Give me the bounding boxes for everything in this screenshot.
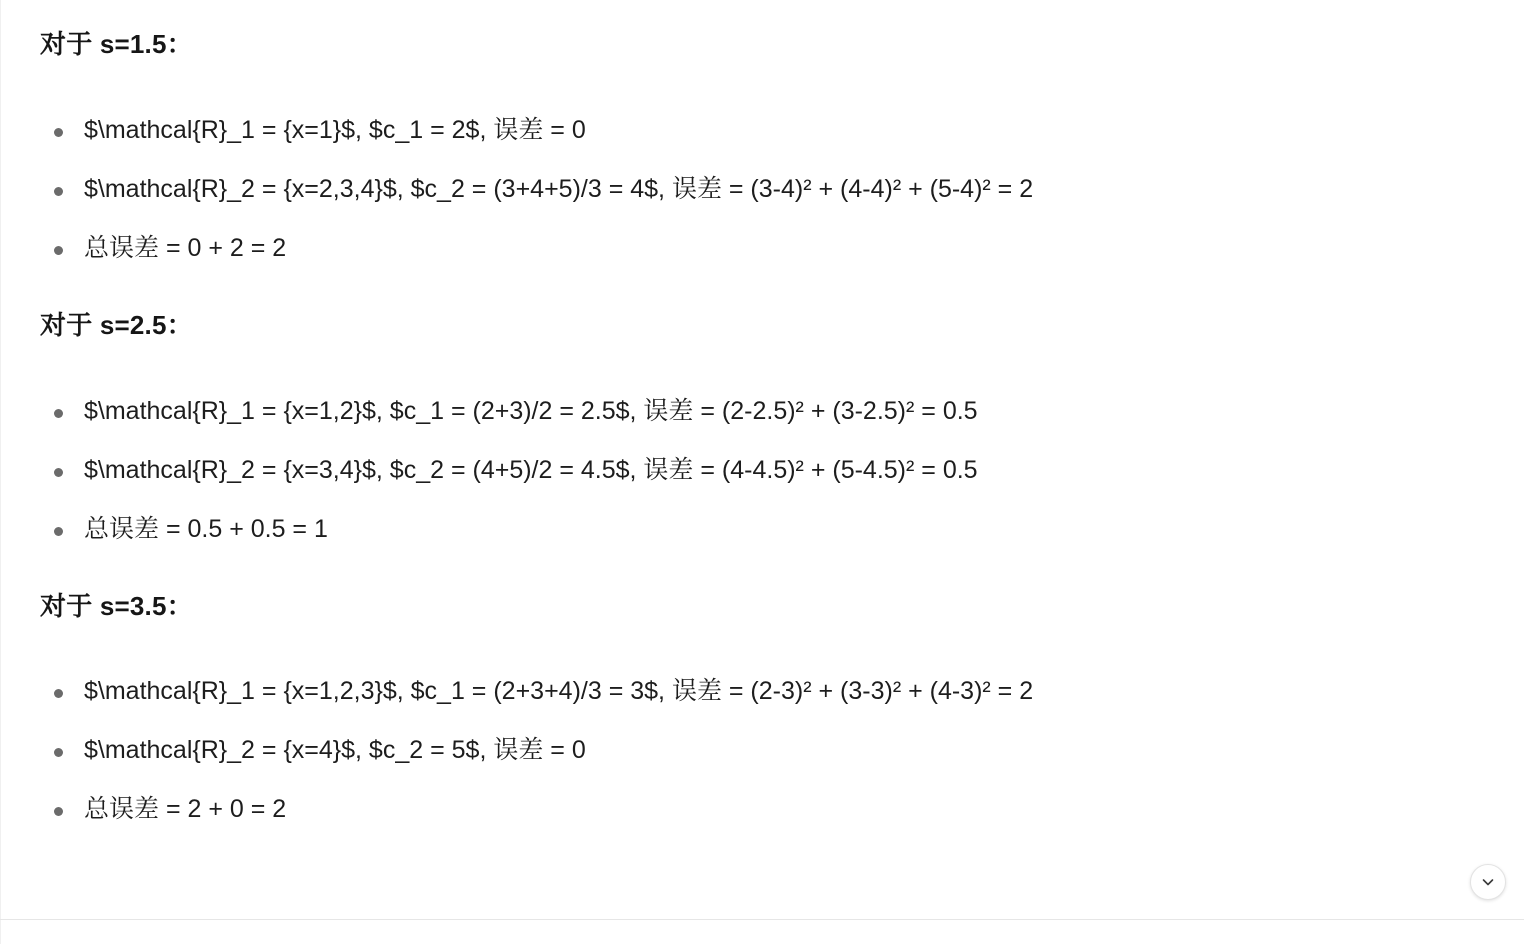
scroll-to-bottom-button[interactable]	[1470, 864, 1506, 900]
spacer	[40, 147, 1464, 173]
list-item-text: $\mathcal{R}_2 = {x=2,3,4}$, $c_2 = (3+4+5)/3 = 4$, 误差 = (3-4)² + (4-4)² + (5-4)² = 2	[84, 174, 1034, 203]
spacer	[40, 708, 1464, 734]
spacer	[40, 265, 1464, 309]
list-item-text: $\mathcal{R}_2 = {x=4}$, $c_2 = 5$, 误差 = 0	[84, 736, 586, 765]
list-item-text: $\mathcal{R}_1 = {x=1,2,3}$, $c_1 = (2+3+4)/3 = 3$, 误差 = (2-3)² + (3-3)² + (4-3)² = 2	[84, 677, 1034, 706]
list-item-text: 总误差 = 2 + 0 = 2	[84, 795, 287, 824]
bullet-dot-icon	[54, 187, 63, 196]
spacer	[40, 623, 1464, 675]
bullet-dot-icon	[54, 128, 63, 137]
list-item	[40, 675, 1464, 708]
list-item	[40, 114, 1464, 147]
bullet-list	[40, 114, 1464, 265]
section-heading: 对于 s=2.5：	[40, 309, 193, 340]
bullet-dot-icon	[54, 807, 63, 816]
bullet-dot-icon	[54, 468, 63, 477]
spacer	[40, 62, 1464, 114]
bullet-dot-icon	[54, 409, 63, 418]
bullet-list	[40, 675, 1464, 826]
spacer	[40, 343, 1464, 395]
spacer	[40, 428, 1464, 454]
section-s-2-5	[40, 309, 1464, 546]
list-item-text: $\mathcal{R}_2 = {x=3,4}$, $c_2 = (4+5)/2 = 4.5$, 误差 = (4-4.5)² + (5-4.5)² = 0.5	[84, 455, 978, 484]
list-item	[40, 173, 1464, 206]
list-item-text: $\mathcal{R}_1 = {x=1,2}$, $c_1 = (2+3)/2 = 2.5$, 误差 = (2-2.5)² + (3-2.5)² = 0.5	[84, 396, 978, 425]
list-item	[40, 232, 1464, 265]
bullet-dot-icon	[54, 246, 63, 255]
list-item-text: 总误差 = 0.5 + 0.5 = 1	[84, 514, 328, 543]
spacer	[40, 767, 1464, 793]
section-s-1-5	[40, 18, 1464, 265]
chevron-down-icon	[1480, 874, 1496, 890]
section-heading: 对于 s=1.5：	[40, 29, 193, 59]
section-s-3-5	[40, 590, 1464, 827]
page-left-edge	[0, 0, 1, 944]
bottom-divider	[0, 919, 1524, 920]
list-item	[40, 395, 1464, 428]
bullet-list	[40, 395, 1464, 546]
bullet-dot-icon	[54, 748, 63, 757]
spacer	[40, 206, 1464, 232]
list-item-text: $\mathcal{R}_1 = {x=1}$, $c_1 = 2$, 误差 = 0	[84, 115, 586, 144]
spacer	[40, 487, 1464, 513]
spacer	[40, 546, 1464, 590]
bullet-dot-icon	[54, 527, 63, 536]
list-item	[40, 454, 1464, 487]
list-item	[40, 513, 1464, 546]
bullet-dot-icon	[54, 689, 63, 698]
list-item-text: 总误差 = 0 + 2 = 2	[84, 233, 287, 262]
section-heading: 对于 s=3.5：	[40, 590, 193, 621]
list-item	[40, 793, 1464, 826]
list-item	[40, 734, 1464, 767]
